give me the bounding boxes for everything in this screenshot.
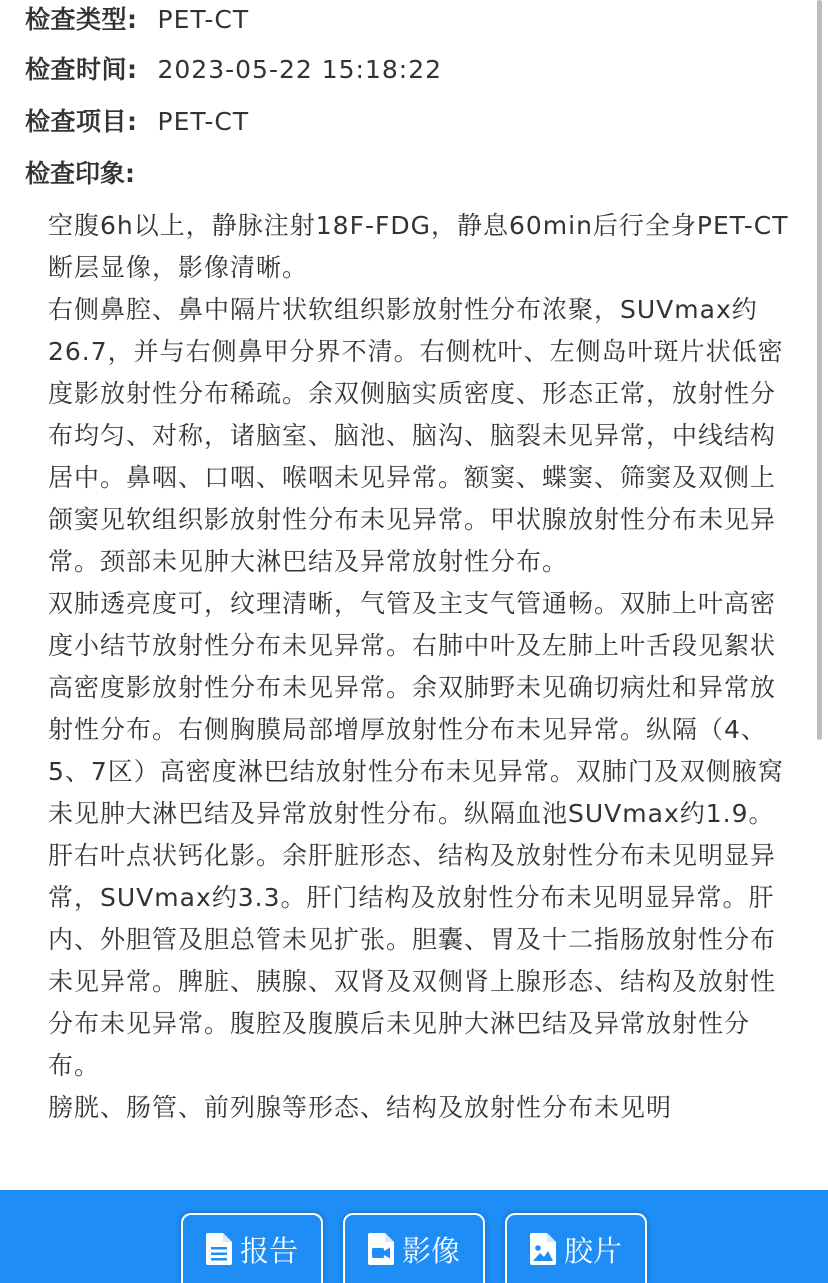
film-tab-button[interactable]: [505, 1213, 647, 1283]
report-paragraph: 右侧鼻腔、鼻中隔片状软组织影放射性分布浓聚，SUVmax约26.7，并与右侧鼻甲分界不清。右侧枕叶、左侧岛叶斑片状低密度影放射性分布稀疏。余双侧脑实质密度、形态正常，放射性分布均匀、对称，诸脑室、脑池、脑沟、脑裂未见异常，中线结构居中。鼻咽、口咽、喉咽未见异常。额窦、蝶窦、筛窦及双侧上颌窦见软组织影放射性分布未见异常。甲状腺放射性分布未见异常。颈部未见肿大淋巴结及异常放射性分布。: [48, 295, 784, 576]
impression-label: 检查印象:: [25, 159, 135, 188]
exam-item-value: PET-CT: [157, 107, 250, 136]
exam-item-row: [25, 102, 249, 142]
report-tab-label: 报告: [239, 1233, 298, 1268]
image-tab-button[interactable]: [343, 1213, 485, 1283]
exam-item-label: 检查项目:: [25, 107, 138, 136]
report-tab-button[interactable]: [181, 1213, 323, 1283]
report-paragraph: 空腹6h以上，静脉注射18F-FDG，静息60min后行全身PET-CT断层显像，影像清晰。: [48, 211, 789, 282]
impression-text: [48, 205, 793, 1129]
film-tab-label: 胶片: [563, 1233, 622, 1268]
report-paragraph: 双肺透亮度可，纹理清晰，气管及主支气管通畅。双肺上叶高密度小结节放射性分布未见异常。右肺中叶及左肺上叶舌段见絮状高密度影放射性分布未见异常。余双肺野未见确切病灶和异常放射性分布。右侧胸膜局部增厚放射性分布未见异常。纵隔（4、5、7区）高密度淋巴结放射性分布未见异常。双肺门及双侧腋窝未见肿大淋巴结及异常放射性分布。纵隔血池SUVmax约1.9。: [48, 589, 784, 828]
image-tab-label: 影像: [401, 1233, 460, 1268]
exam-time-row: [25, 50, 442, 90]
report-paragraph: 膀胱、肠管、前列腺等形态、结构及放射性分布未见明: [48, 1093, 673, 1122]
exam-type-label: 检查类型:: [25, 5, 138, 34]
exam-time-value: 2023-05-22 15:18:22: [157, 55, 443, 84]
bottom-tab-bar: [0, 1190, 828, 1283]
video-file-icon: [368, 1233, 394, 1265]
document-icon: [206, 1233, 232, 1265]
image-file-icon: [530, 1233, 556, 1265]
scrollbar[interactable]: [817, 0, 822, 740]
report-paragraph: 肝右叶点状钙化影。余肝脏形态、结构及放射性分布未见明显异常，SUVmax约3.3。肝门结构及放射性分布未见明显异常。肝内、外胆管及胆总管未见扩张。胆囊、胃及十二指肠放射性分布未见异常。脾脏、胰腺、双肾及双侧肾上腺形态、结构及放射性分布未见异常。腹腔及腹膜后未见肿大淋巴结及异常放射性分布。: [48, 841, 777, 1080]
exam-type-value: PET-CT: [157, 5, 250, 34]
exam-type-row: [25, 0, 249, 40]
exam-time-label: 检查时间:: [25, 55, 138, 84]
